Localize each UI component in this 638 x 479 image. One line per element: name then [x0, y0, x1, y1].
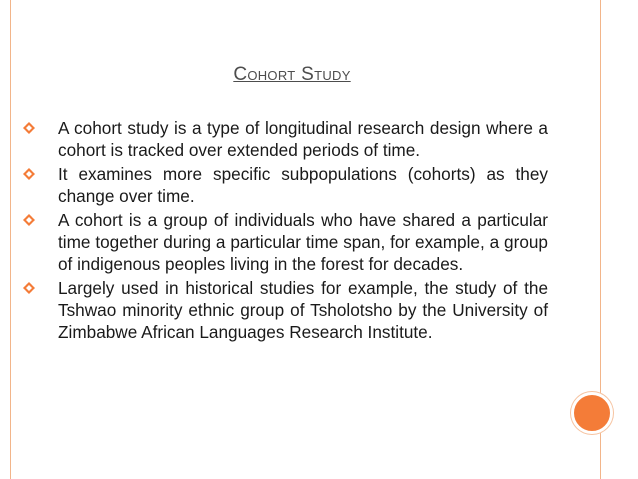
bullet-text: It examines more specific subpopulations (cohorts) as they change over time. — [58, 164, 548, 206]
bullet-icon — [23, 168, 35, 180]
slide-title: Cohort Study — [233, 64, 351, 85]
bullet-list — [20, 117, 548, 345]
bullet-text: A cohort is a group of individuals who have shared a particular time together during a particular time span, for example, a group of indigenous peoples living in the forest for decades. — [58, 210, 548, 274]
bullet-item — [20, 117, 548, 161]
bullet-text: Largely used in historical studies for example, the study of the Tshwao minority ethnic group of Tsholotsho by the University of Zimbabwe African Languages Research Institute. — [58, 278, 548, 342]
bullet-item — [20, 277, 548, 343]
bullet-icon — [23, 122, 35, 134]
bullet-text: A cohort study is a type of longitudinal research design where a cohort is tracked over extended periods of time. — [58, 118, 548, 160]
bullet-item — [20, 163, 548, 207]
bullet-icon — [23, 214, 35, 226]
bullet-item — [20, 209, 548, 275]
orange-circle-decoration — [571, 392, 613, 434]
bullet-icon — [23, 282, 35, 294]
